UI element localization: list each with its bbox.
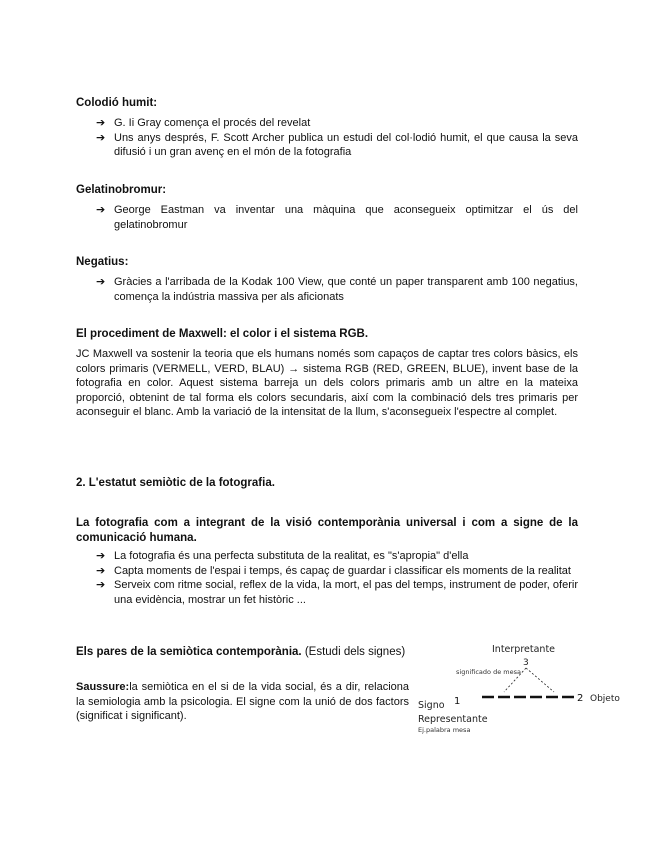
objeto-label: Objeto (590, 694, 620, 704)
section-heading-gelatinobromur: Gelatinobromur: (76, 184, 167, 196)
list-item: ➔ Capta moments de l'espai i temps, és capaç de guardar i classificar els moments de la realitat (96, 564, 571, 577)
arrow-bullet-icon: ➔ (96, 117, 106, 129)
negatius-list (96, 275, 578, 304)
diagram-number-1: 1 (454, 696, 461, 707)
maxwell-paragraph: JC Maxwell va sostenir la teoria que els humans només som capaços de captar tres colors bàsics, els colors primaris (VERMELL, VERD, BLAU) → sistema RGB (RED, GREEN, BLUE), invent base de la fotografia en color. Aquest sistema barreja un dels colors primaris amb un altre en la mateixa proporció, obtenint de tal forma els colors secundaris, així com la combinació dels tres primaris per aconseguir el blanc. Amb la variació de la intensitat de la llum, s'aconsegueix l'espectre al complet. (76, 348, 578, 418)
saussure-paragraph: Saussure:la semiòtica en el si de la vida social, és a dir, relaciona la semiologia amb la psicologia. El signe com la unió de dos factors (significat i significant). (76, 681, 409, 722)
arrow-bullet-icon: ➔ (96, 131, 106, 144)
arrow-bullet-icon: ➔ (96, 550, 106, 562)
list-item: ➔ Serveix com ritme social, reflex de la vida, la mort, el pas del temps, instrument de poder, oferir una evidència, mostrar un fet històric ... (96, 579, 578, 606)
section-heading-pares: Els pares de la semiòtica contemporània. (Estudi dels signes) (76, 646, 406, 658)
representante-label: Representante (418, 714, 488, 725)
colodio-list (96, 116, 578, 160)
list-item: ➔ Gràcies a l'arribada de la Kodak 100 View, que conté un paper transparent amb 100 negatius, comença la indústria massiva per als aficionats (96, 276, 578, 303)
arrow-bullet-icon: ➔ (96, 204, 106, 216)
dashed-line-right (526, 668, 554, 692)
section-heading-integrant: La fotografia com a integrant de la visió contemporània universal i com a signe de la comunicació humana. (76, 517, 578, 544)
list-item: ➔ La fotografia és una perfecta substituta de la realitat, es "s'apropia" d'ella (96, 550, 469, 562)
arrow-bullet-icon: ➔ (96, 579, 106, 591)
list-item: ➔ Uns anys després, F. Scott Archer publica un estudi del col·lodió humit, el que causa la seva difusió i un gran avenç en el món de la fotografia (96, 131, 578, 158)
ejemplo-label: Ej.palabra mesa (418, 726, 471, 734)
signo-label: Signo (418, 700, 445, 711)
integrant-list (96, 549, 578, 607)
significado-label: significado de mesa (456, 668, 521, 676)
sign-diagram (412, 640, 632, 740)
list-item: ➔ G. Ii Gray comença el procés del revelat (96, 117, 311, 129)
arrow-bullet-icon: ➔ (96, 276, 106, 288)
diagram-number-3: 3 (523, 658, 529, 668)
gelatinobromur-list (96, 203, 578, 232)
section-heading-negatius: Negatius: (76, 256, 129, 268)
interpretante-label: Interpretante (492, 644, 556, 655)
chapter-heading: 2. L'estatut semiòtic de la fotografia. (76, 477, 275, 489)
arrow-bullet-icon: ➔ (96, 564, 106, 577)
section-heading-colodio: Colodió humit: (76, 97, 158, 109)
list-item: ➔ George Eastman va inventar una màquina que aconsegueix optimitzar el ús del gelatinobromur (96, 204, 578, 231)
section-heading-maxwell: El procediment de Maxwell: el color i el sistema RGB. (76, 328, 369, 340)
diagram-number-2: 2 (577, 693, 584, 704)
